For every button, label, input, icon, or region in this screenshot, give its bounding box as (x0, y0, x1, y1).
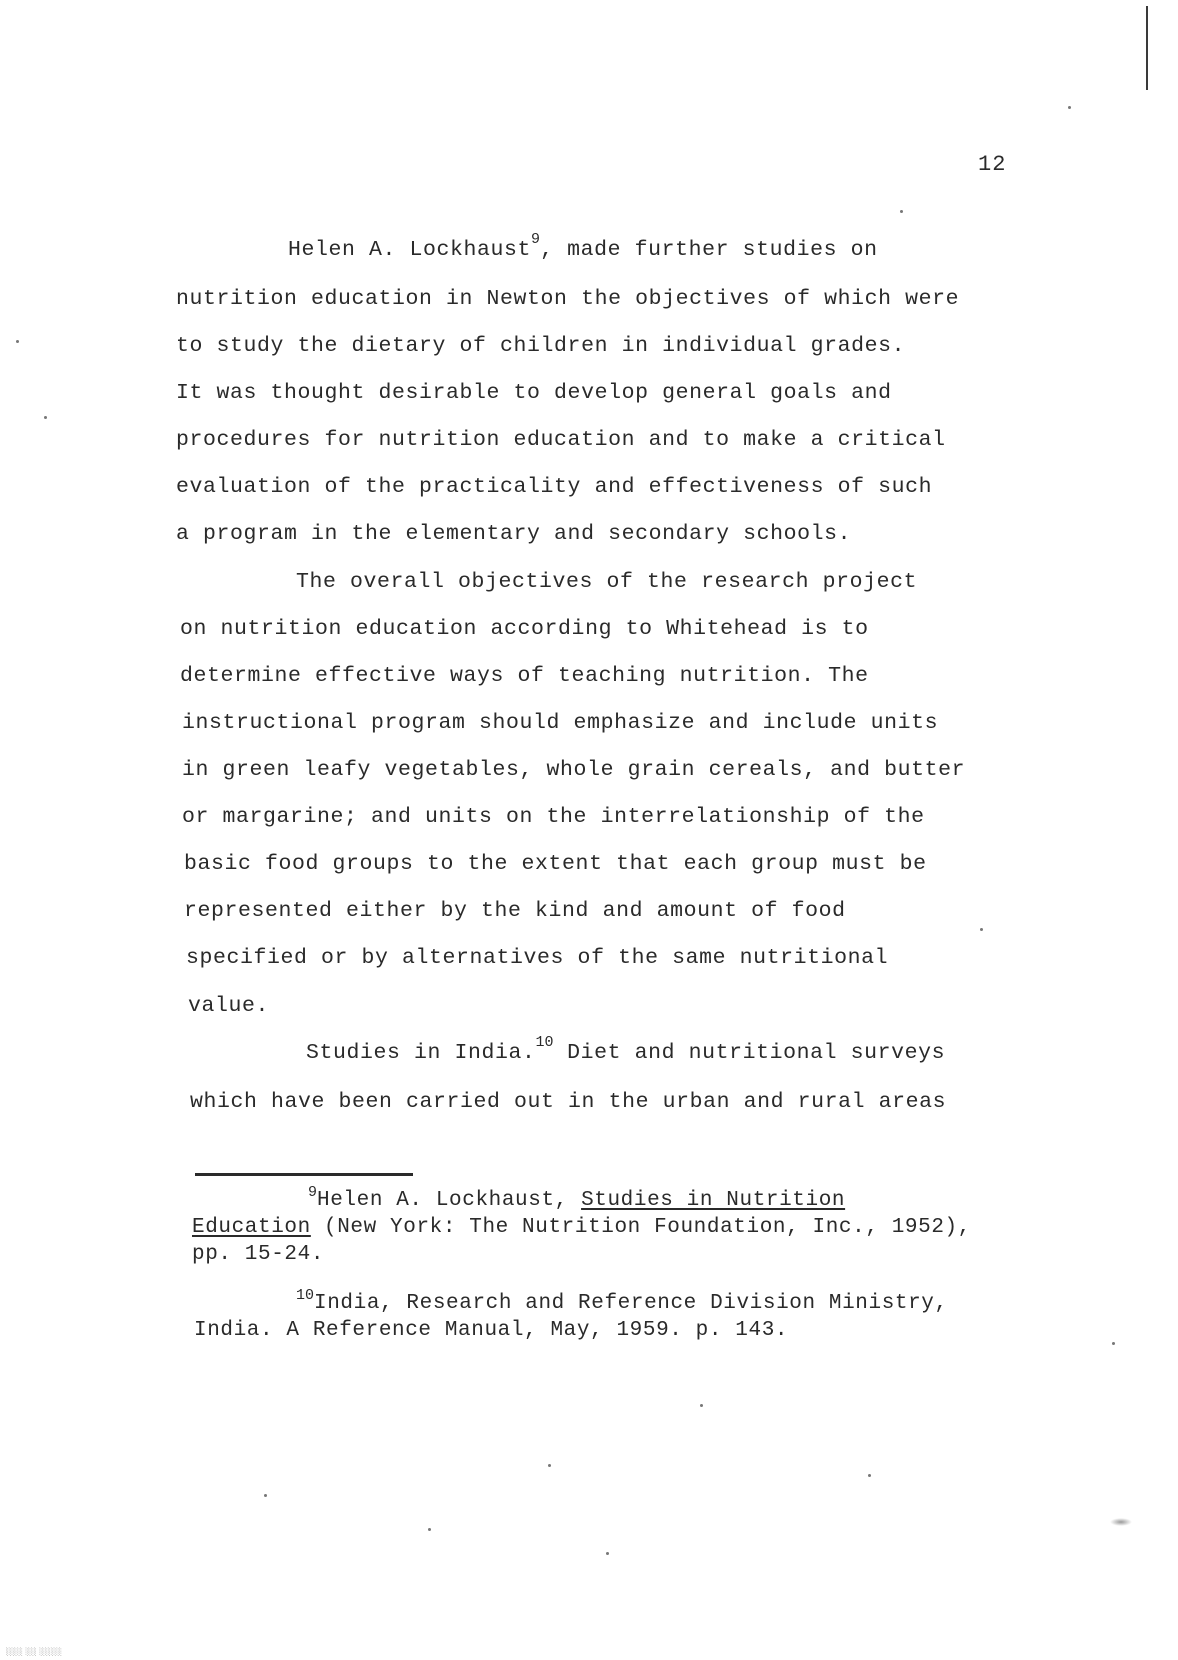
text-line: nutrition education in Newton the objectives of which were (176, 287, 960, 311)
text-line: instructional program should emphasize and include units (182, 711, 939, 735)
text-line: determine effective ways of teaching nutrition. The (180, 664, 869, 688)
footnote-marker: 10 (296, 1287, 315, 1304)
text-line: It was thought desirable to develop general goals and (176, 381, 892, 405)
text-line (288, 231, 878, 262)
footnote-line: India. A Reference Manual, May, 1959. p. 143. (194, 1319, 789, 1342)
footnote-line: pp. 15-24. (192, 1243, 325, 1266)
scan-footer-noise: ░░░ ░░ ░░░░ (6, 1648, 63, 1656)
text-line: procedures for nutrition education and to make a critical (176, 428, 946, 452)
scan-speck (16, 340, 19, 343)
text-line: specified or by alternatives of the same nutritional (186, 946, 889, 970)
scan-smudge (1110, 1518, 1132, 1526)
footnote-line (308, 1184, 846, 1212)
scan-speck (1112, 1342, 1115, 1345)
scan-speck (264, 1494, 267, 1497)
book-title: Studies in Nutrition (581, 1189, 846, 1212)
text-line: basic food groups to the extent that each group must be (184, 852, 927, 876)
scan-speck (980, 928, 983, 931)
text-line: represented either by the kind and amount of food (184, 899, 846, 923)
scan-speck (548, 1464, 551, 1467)
text-line: evaluation of the practicality and effectiveness of such (176, 475, 933, 499)
scan-speck (44, 416, 47, 419)
scan-speck (428, 1528, 431, 1531)
text-line: which have been carried out in the urban and rural areas (190, 1090, 947, 1114)
text-span: Helen A. Lockhaust (288, 238, 532, 262)
text-line: The overall objectives of the research project (296, 570, 918, 594)
text-line (306, 1034, 946, 1065)
text-span: , made further studies on (540, 238, 878, 262)
text-span: India, Research and Reference Division Ministry, (314, 1292, 948, 1315)
text-line: a program in the elementary and secondary schools. (176, 522, 852, 546)
text-line: or margarine; and units on the interrelationship of the (182, 805, 925, 829)
text-line: to study the dietary of children in individual grades. (176, 334, 906, 358)
scan-edge-mark (1146, 6, 1148, 90)
footnote-line (296, 1287, 948, 1315)
text-line: value. (188, 994, 270, 1018)
footnote-line (192, 1217, 971, 1238)
scan-speck (1068, 106, 1071, 109)
footnote-separator (195, 1173, 413, 1176)
page-number: 12 (978, 152, 1007, 177)
text-line: on nutrition education according to Whitehead is to (180, 617, 869, 641)
scan-speck (606, 1552, 609, 1555)
footnote-ref-9: 9 (531, 231, 541, 248)
footnote-ref-10: 10 (535, 1034, 554, 1051)
footnote-marker: 9 (308, 1184, 318, 1201)
text-line: in green leafy vegetables, whole grain cereals, and butter (182, 758, 966, 782)
section-heading-inline: Studies in India. (306, 1041, 536, 1065)
text-span: (New York: The Nutrition Foundation, Inc., 1952), (310, 1216, 971, 1239)
text-span: Diet and nutritional surveys (553, 1041, 946, 1065)
text-span: Helen A. Lockhaust, (317, 1189, 582, 1212)
scan-speck (900, 210, 903, 213)
scan-speck (700, 1404, 703, 1407)
scan-speck (868, 1474, 871, 1477)
book-title: Education (192, 1216, 311, 1239)
